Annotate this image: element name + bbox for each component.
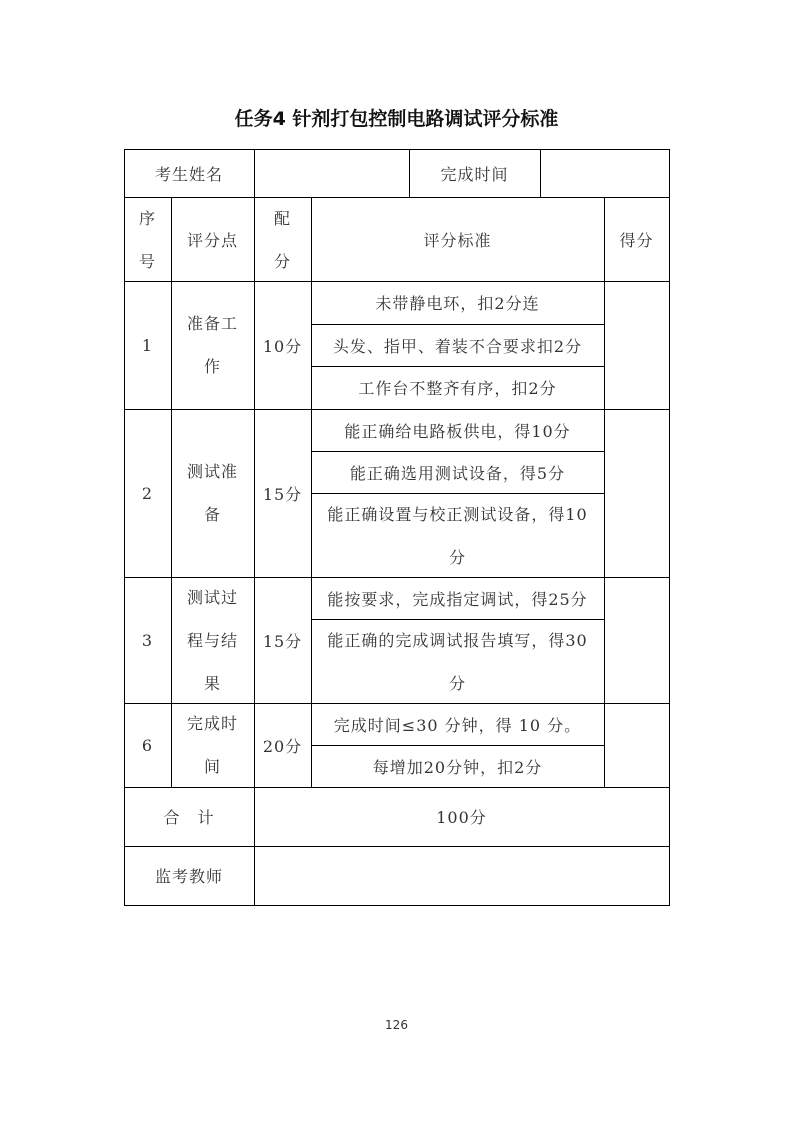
row-number: 6 bbox=[141, 735, 154, 755]
row-number: 2 bbox=[141, 483, 154, 503]
column-header-got: 得分 bbox=[619, 230, 654, 250]
row-score: 15分 bbox=[262, 631, 303, 651]
row-point-line: 果 bbox=[203, 673, 221, 693]
column-header-no-line: 序 bbox=[138, 209, 156, 228]
row-point-line: 间 bbox=[203, 757, 221, 776]
got-score-field[interactable] bbox=[605, 282, 668, 408]
column-header-score bbox=[254, 197, 311, 281]
criterion: 能正确选用测试设备，得5分 bbox=[349, 463, 566, 483]
table-border-right bbox=[669, 149, 670, 906]
row-score: 10分 bbox=[262, 336, 303, 356]
page-number: 126 bbox=[385, 1018, 408, 1032]
page-title: 任务4 针剂打包控制电路调试评分标准 bbox=[234, 108, 559, 130]
table-border-bottom bbox=[124, 905, 670, 906]
finish-time-field[interactable] bbox=[541, 150, 668, 196]
row-score: 20分 bbox=[262, 736, 303, 756]
row-point-line: 作 bbox=[203, 357, 221, 376]
row-point-line: 完成时 bbox=[186, 714, 238, 733]
criterion-line: 能正确的完成调试报告填写，得30 bbox=[327, 631, 588, 650]
total-label: 合 计 bbox=[163, 808, 215, 827]
criterion: 完成时间≤30 分钟，得 10 分。 bbox=[333, 715, 582, 735]
criterion: 未带静电环，扣2分连 bbox=[375, 294, 540, 313]
supervisor-field[interactable] bbox=[255, 847, 668, 904]
criterion: 头发、指甲、着装不合要求扣2分 bbox=[332, 336, 583, 356]
criterion bbox=[311, 619, 604, 703]
got-score-field[interactable] bbox=[605, 578, 668, 702]
row-point-line: 准备工 bbox=[186, 314, 238, 333]
criterion: 能正确给电路板供电，得10分 bbox=[344, 421, 571, 441]
criterion-line: 分 bbox=[448, 548, 466, 567]
row-score: 15分 bbox=[262, 484, 303, 504]
row-point-line: 备 bbox=[203, 505, 221, 524]
column-header-score-line: 分 bbox=[273, 252, 291, 271]
criterion-line: 分 bbox=[448, 674, 466, 693]
row-point-line: 测试准 bbox=[186, 462, 238, 481]
examinee-label: 考生姓名 bbox=[154, 164, 223, 184]
criterion bbox=[311, 493, 604, 577]
column-header-score-line: 配 bbox=[273, 209, 291, 228]
row-number: 3 bbox=[141, 630, 154, 650]
supervisor-label: 监考教师 bbox=[154, 867, 223, 886]
got-score-field[interactable] bbox=[605, 410, 668, 576]
criterion: 每增加20分钟，扣2分 bbox=[372, 757, 543, 777]
row-point bbox=[171, 577, 254, 703]
criterion: 工作台不整齐有序，扣2分 bbox=[358, 379, 557, 398]
row-point-line: 测试过 bbox=[186, 587, 238, 607]
examinee-name-field[interactable] bbox=[255, 150, 408, 196]
row-point bbox=[171, 703, 254, 787]
column-header-point: 评分点 bbox=[186, 230, 238, 250]
criterion: 能按要求，完成指定调试，得25分 bbox=[327, 589, 588, 609]
row-number: 1 bbox=[141, 335, 154, 355]
column-header-standard: 评分标准 bbox=[423, 230, 492, 250]
column-header-no-line: 号 bbox=[138, 252, 156, 271]
finish-time-label: 完成时间 bbox=[440, 164, 509, 184]
total-value: 100分 bbox=[436, 808, 487, 827]
criterion-line: 能正确设置与校正测试设备，得10 bbox=[327, 505, 588, 524]
row-point bbox=[171, 281, 254, 409]
got-score-field[interactable] bbox=[605, 704, 668, 786]
column-header-no bbox=[124, 197, 171, 281]
row-point-line: 程与结 bbox=[186, 630, 238, 650]
row-point bbox=[171, 409, 254, 577]
